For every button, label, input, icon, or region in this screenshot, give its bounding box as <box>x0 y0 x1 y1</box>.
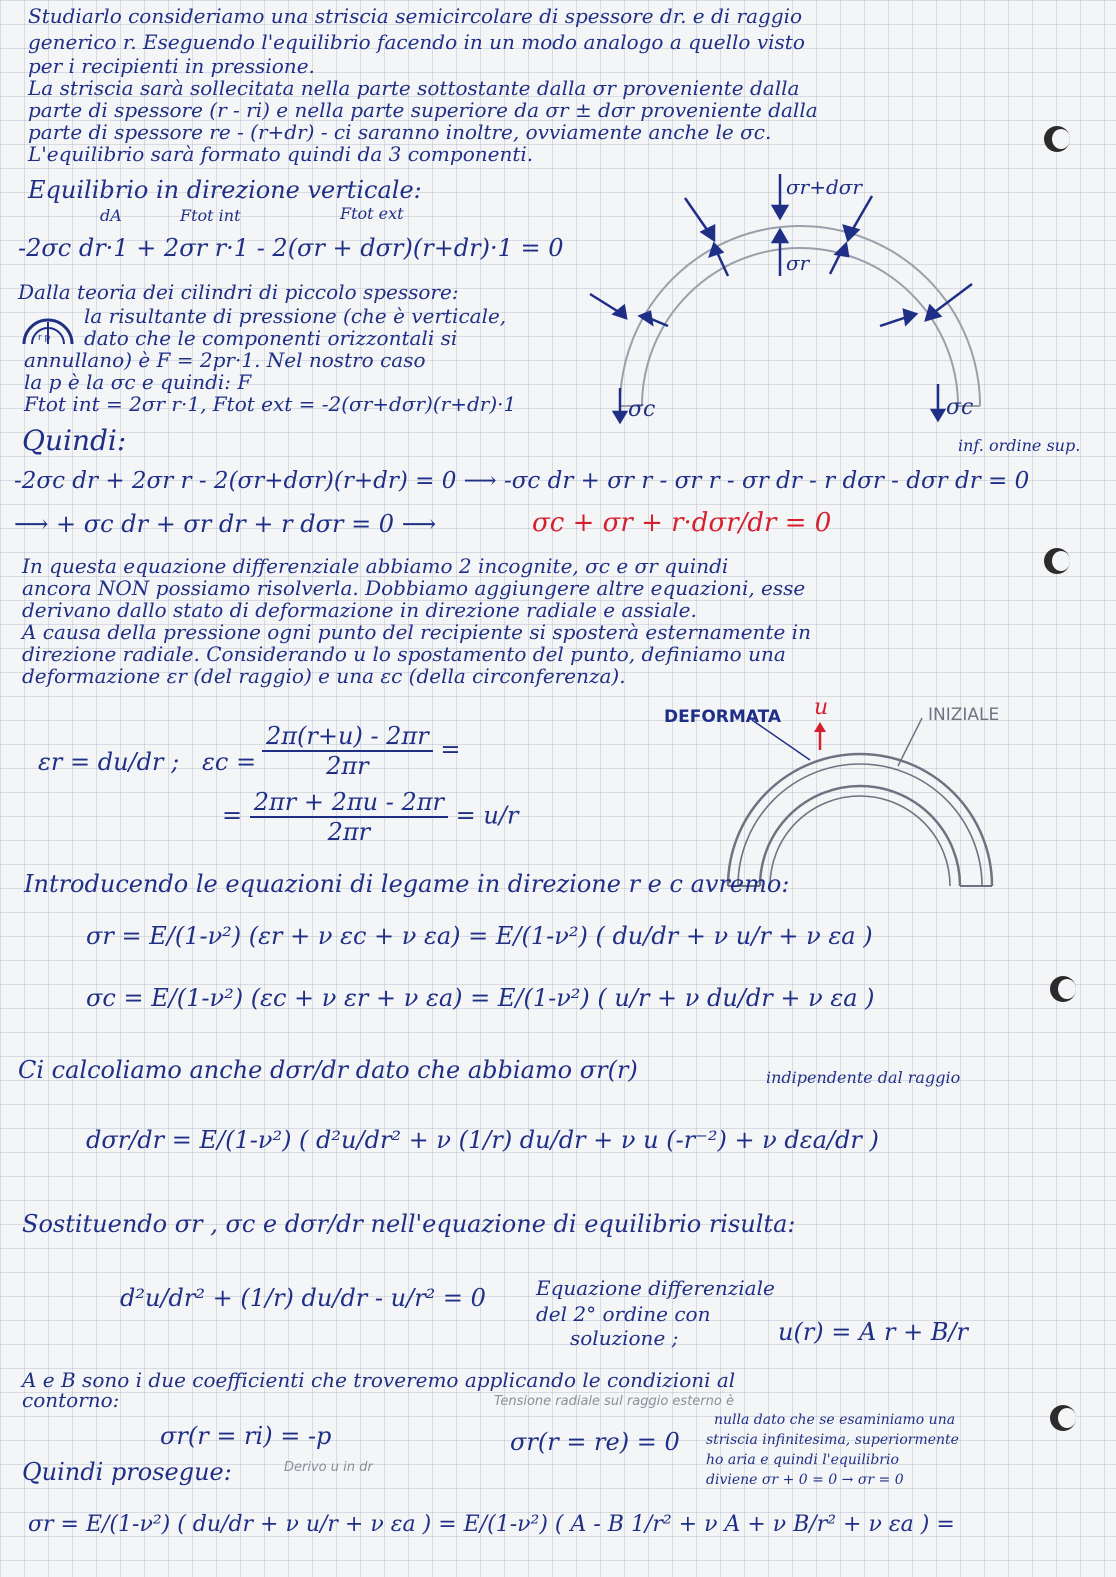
differential-line-1: In questa equazione differenziale abbiamo 2 incognite, σc e σr quindi <box>22 554 729 578</box>
equilibrium-result: σc + σr + r·dσr/dr = 0 <box>532 508 832 538</box>
label-dA: dA <box>100 206 122 225</box>
differential-line-2: ancora NON possiamo risolverla. Dobbiamo aggiungere altre equazioni, esse <box>22 576 806 600</box>
note-inf-ordine: inf. ordine sup. <box>958 436 1081 455</box>
binder-hole <box>1044 548 1070 574</box>
derivative-title: Ci calcoliamo anche dσr/dr dato che abbiamo σr(r) <box>18 1056 638 1084</box>
derivation-line-2: ⟶ + σc dr + σr dr + r dσr = 0 ⟶ <box>14 510 437 538</box>
derivation-line-1: -2σc dr + 2σr r - 2(σr+dσr)(r+dr) = 0 ⟶ -σc dr + σr r - σr r - σr dr - r dσr - dσr dr = 0 <box>14 468 1030 494</box>
binder-hole <box>1044 126 1070 152</box>
binder-hole <box>1050 976 1076 1002</box>
strain-ec-lhs: εc = <box>202 748 257 776</box>
intro-line-1: Studiarlo consideriamo una striscia semicircolare di spessore dr. e di raggio <box>28 4 803 28</box>
thin-cylinder-line-3: dato che le componenti orizzontali si <box>84 326 458 350</box>
final-pencil-note: Derivo u in dr <box>284 1460 373 1475</box>
label-sc-right: σc <box>946 395 974 420</box>
constitutive-title: Introducendo le equazioni di legame in direzione r e c avremo: <box>24 870 790 898</box>
boundary-condition-1: σr(r = ri) = -p <box>160 1422 332 1450</box>
label-sr-plus-dsr: σr+dσr <box>786 175 862 199</box>
equilibrium-equation: -2σc dr·1 + 2σr r·1 - 2(σr + dσr)(r+dr)·1 = 0 <box>18 234 564 262</box>
label-ftot-ext: Ftot ext <box>340 204 404 223</box>
thin-cylinder-line-4: annullano) è F = 2pr·1. Nel nostro caso <box>24 348 426 372</box>
ode-solution: u(r) = A r + B/r <box>778 1318 969 1346</box>
note-independent: indipendente dal raggio <box>766 1068 961 1087</box>
label-ftot-int: Ftot int <box>180 206 241 225</box>
strain-ec-simplified: = $\frac{2\pi r + 2\pi u - 2\pi r}{2\pi r}$ = u/r <box>222 788 519 846</box>
intro-line-4: La striscia sarà sollecitata nella parte sottostante dalla σr proveniente dalla <box>28 76 800 100</box>
quindi-label: Quindi: <box>22 424 127 457</box>
pencil-note-2: nulla dato che se esaminiamo una <box>714 1412 956 1428</box>
differential-line-3: derivano dallo stato di deformazione in direzione radiale e assiale. <box>22 598 697 622</box>
thin-cylinder-line-2: la risultante di pressione (che è verticale, <box>84 304 507 328</box>
thin-cylinder-line-6: Ftot int = 2σr r·1, Ftot ext = -2(σr+dσr)(r+dr)·1 <box>24 392 517 416</box>
intro-line-5: parte di spessore (r - ri) e nella parte superiore da σr ± dσr proveniente dalla <box>28 98 818 122</box>
label-u: u <box>814 700 829 720</box>
label-sc-left: σc <box>628 397 656 422</box>
pencil-note-4: ho aria e quindi l'equilibrio <box>706 1452 899 1468</box>
strain-ec-fraction: $\frac{2\pi(r+u) - 2\pi r}{2\pi r}$ = <box>262 722 460 780</box>
label-sr: σr <box>786 251 810 275</box>
boundary-line-1: A e B sono i due coefficienti che troveremo applicando le condizioni al <box>22 1368 736 1392</box>
semicircular-strip-diagram <box>580 166 1010 436</box>
differential-line-5: direzione radiale. Considerando u lo spostamento del punto, definiamo una <box>22 642 786 666</box>
substitution-title: Sostituendo σr , σc e dσr/dr nell'equazione di equilibrio risulta: <box>22 1210 796 1238</box>
pencil-note-1: Tensione radiale sul raggio esterno è <box>494 1394 734 1409</box>
pencil-note-5: diviene σr + 0 = 0 → σr = 0 <box>706 1472 904 1488</box>
thin-cylinder-line-5: la p è la σc e quindi: F <box>24 370 252 394</box>
differential-line-6: deformazione εr (del raggio) e una εc (della circonferenza). <box>22 664 626 688</box>
label-iniziale: INIZIALE <box>928 705 1000 725</box>
equilibrium-title: Equilibrio in direzione verticale: <box>28 176 422 204</box>
intro-line-7: L'equilibrio sarà formato quindi da 3 componenti. <box>28 142 534 166</box>
ode-equation: d²u/dr² + (1/r) du/dr - u/r² = 0 <box>120 1284 486 1312</box>
final-line-1: Quindi prosegue: <box>22 1458 232 1486</box>
thin-cylinder-line-1: Dalla teoria dei cilindri di piccolo spessore: <box>18 280 459 304</box>
final-equation: σr = E/(1-ν²) ( du/dr + ν u/r + ν εa ) = E/(1-ν²) ( A - B 1/r² + ν A + ν B/r² + ν εa ) = <box>28 1512 955 1537</box>
sigma-r-equation: σr = E/(1-ν²) (εr + ν εc + ν εa) = E/(1-ν²) ( du/dr + ν u/r + ν εa ) <box>86 922 873 950</box>
intro-line-3: per i recipienti in pressione. <box>28 54 315 78</box>
pressure-arch-icon <box>20 304 76 346</box>
boundary-line-2: contorno: <box>22 1388 120 1412</box>
svg-text:r p: r p <box>38 333 51 343</box>
strain-er: εr = du/dr ; <box>38 748 180 776</box>
label-deformata: DEFORMATA <box>664 707 782 727</box>
pencil-note-3: striscia infinitesima, superiormente <box>706 1432 959 1448</box>
sigma-c-equation: σc = E/(1-ν²) (εc + ν εr + ν εa) = E/(1-ν²) ( u/r + ν du/dr + ν εa ) <box>86 984 875 1012</box>
ode-desc-2: del 2° ordine con <box>536 1302 711 1326</box>
differential-line-4: A causa della pressione ogni punto del recipiente si sposterà esternamente in <box>22 620 811 644</box>
intro-line-6: parte di spessore re - (r+dr) - ci saranno inoltre, ovviamente anche le σc. <box>28 120 772 144</box>
derivative-equation: dσr/dr = E/(1-ν²) ( d²u/dr² + ν (1/r) du/dr + ν u (-r⁻²) + ν dεa/dr ) <box>86 1126 879 1154</box>
ode-desc-1: Equazione differenziale <box>536 1276 775 1300</box>
ode-desc-3: soluzione ; <box>570 1326 679 1350</box>
binder-hole <box>1050 1405 1076 1431</box>
boundary-condition-2: σr(r = re) = 0 <box>510 1428 680 1456</box>
intro-line-2: generico r. Eseguendo l'equilibrio facendo in un modo analogo a quello visto <box>28 30 805 54</box>
